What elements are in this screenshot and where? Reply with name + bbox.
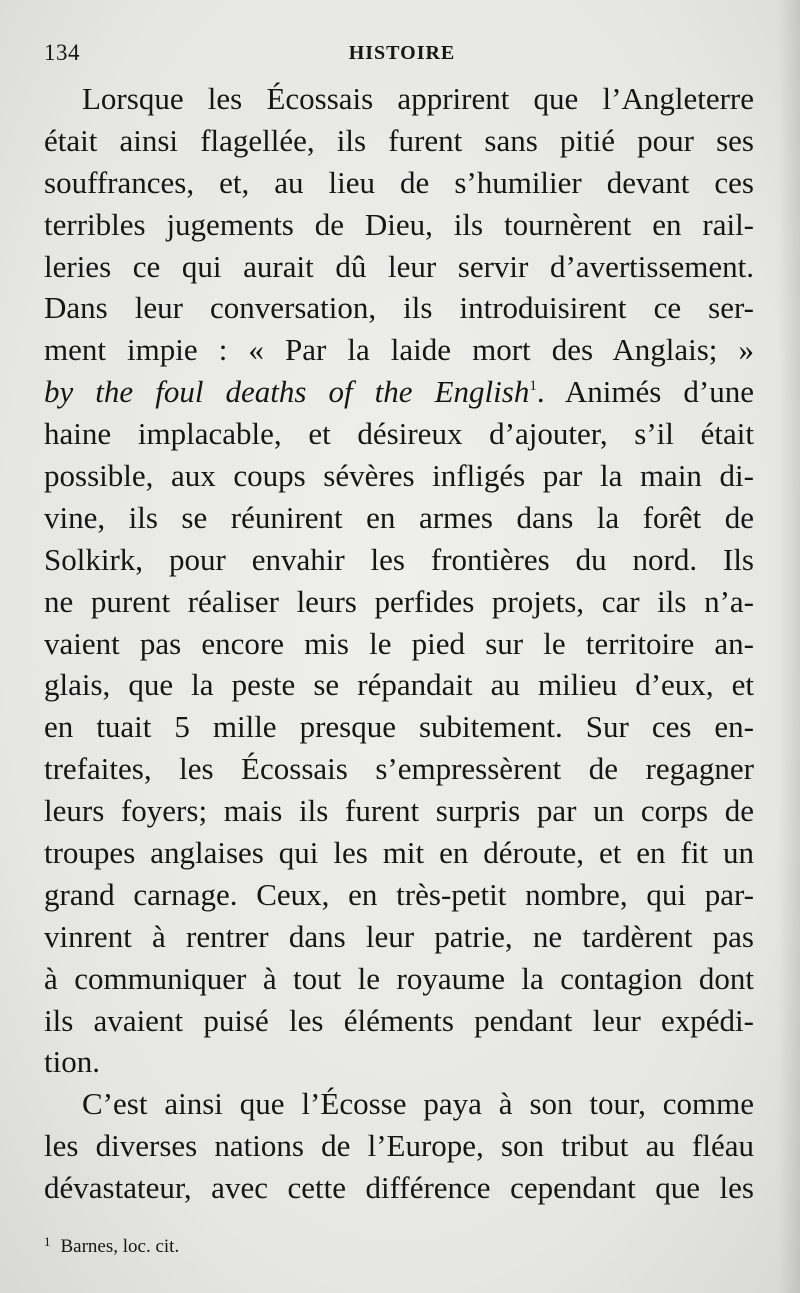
running-head: HISTOIRE bbox=[348, 42, 456, 64]
text-line-content: vaient pas encore mis le pied sur le territoire an- bbox=[44, 625, 754, 661]
text-line bbox=[44, 1000, 754, 1042]
text-line-content: haine implacable, et désireux d’ajouter, s’il était bbox=[44, 416, 754, 452]
text-line-content: trefaites, les Écossais s’empressèrent de regagner bbox=[44, 751, 754, 787]
text-line bbox=[44, 1041, 754, 1083]
italic-quote: by the foul deaths of the English bbox=[44, 374, 530, 410]
text-line-content: vinrent à rentrer dans leur patrie, ne tardèrent pas bbox=[44, 918, 754, 954]
text-line bbox=[44, 287, 754, 329]
text-line-content: vine, ils se réunirent en armes dans la forêt de bbox=[44, 499, 754, 535]
text-line bbox=[44, 790, 754, 832]
text-line-content: C’est ainsi que l’Écosse paya à son tour, comme bbox=[82, 1086, 754, 1122]
text-line-content: Lorsque les Écossais apprirent que l’Angleterre bbox=[82, 81, 754, 116]
text-line-content: à communiquer à tout le royaume la contagion dont bbox=[44, 960, 754, 996]
text-line-content: Dans leur conversation, ils introduisirent ce ser- bbox=[44, 290, 754, 326]
text-line bbox=[44, 204, 754, 246]
text-line-content: ment impie : « Par la laide mort des Anglais; » bbox=[44, 332, 754, 368]
text-line-content: ils avaient puisé les éléments pendant leur expédi- bbox=[44, 1002, 754, 1038]
text-line-content: glais, que la peste se répandait au milieu d’eux, et bbox=[44, 667, 754, 703]
text-line bbox=[44, 664, 754, 706]
text-line-content: leurs foyers; mais ils furent surpris par un corps de bbox=[44, 793, 754, 829]
text-line-content: leries ce qui aurait dû leur servir d’avertissement. bbox=[44, 248, 754, 284]
text-line bbox=[44, 874, 754, 916]
text-line-content: troupes anglaises qui les mit en déroute, et en fit un bbox=[44, 835, 754, 871]
footnote bbox=[44, 1236, 179, 1258]
text-line bbox=[44, 539, 754, 581]
text-line-content: possible, aux coups sévères infligés par la main di- bbox=[44, 458, 754, 494]
text-line bbox=[44, 497, 754, 539]
text-line bbox=[44, 413, 754, 455]
text-line-content: Solkirk, pour envahir les frontières du nord. Ils bbox=[44, 541, 754, 577]
text-line-content: les diverses nations de l’Europe, son tribut au fléau bbox=[44, 1128, 754, 1164]
text-line-content: souffrances, et, au lieu de s’humilier devant ces bbox=[44, 164, 754, 200]
footnote-text: Barnes, loc. cit. bbox=[60, 1236, 180, 1257]
text-line bbox=[44, 916, 754, 958]
body-text bbox=[44, 78, 754, 1209]
text-line-content: tion. bbox=[44, 1044, 100, 1080]
text-line bbox=[44, 832, 754, 874]
text-line bbox=[44, 1083, 754, 1125]
text-line bbox=[44, 1167, 754, 1209]
text-line bbox=[44, 623, 754, 665]
text-line bbox=[44, 78, 754, 120]
text-line bbox=[44, 958, 754, 1000]
text-line-content: dévastateur, avec cette différence cependant que les bbox=[44, 1170, 754, 1206]
text-line-content: terribles jugements de Dieu, ils tournèrent en rail- bbox=[44, 206, 754, 242]
text-line bbox=[44, 748, 754, 790]
page-number: 134 bbox=[44, 40, 80, 65]
text-line bbox=[44, 706, 754, 748]
page-edge-shadow bbox=[778, 0, 800, 1293]
text-line bbox=[44, 371, 754, 413]
text-line-content: était ainsi flagellée, ils furent sans pitié pour ses bbox=[44, 122, 754, 158]
text-line bbox=[44, 329, 754, 371]
text-line bbox=[44, 1125, 754, 1167]
footnote-marker: 1 bbox=[44, 1234, 51, 1249]
footnote-reference: 1 bbox=[529, 378, 537, 395]
text-line-content: grand carnage. Ceux, en très-petit nombre, qui par- bbox=[44, 876, 754, 912]
text-line bbox=[44, 246, 754, 288]
text-line-content: ne purent réaliser leurs perfides projets, car ils n’a- bbox=[44, 583, 754, 619]
page-header bbox=[44, 40, 756, 70]
text-line-content: . Animés d’une bbox=[536, 374, 754, 410]
text-line bbox=[44, 120, 754, 162]
text-line bbox=[44, 162, 754, 204]
text-line bbox=[44, 581, 754, 623]
text-line-content: en tuait 5 mille presque subitement. Sur ces en- bbox=[44, 709, 754, 745]
text-line bbox=[44, 455, 754, 497]
